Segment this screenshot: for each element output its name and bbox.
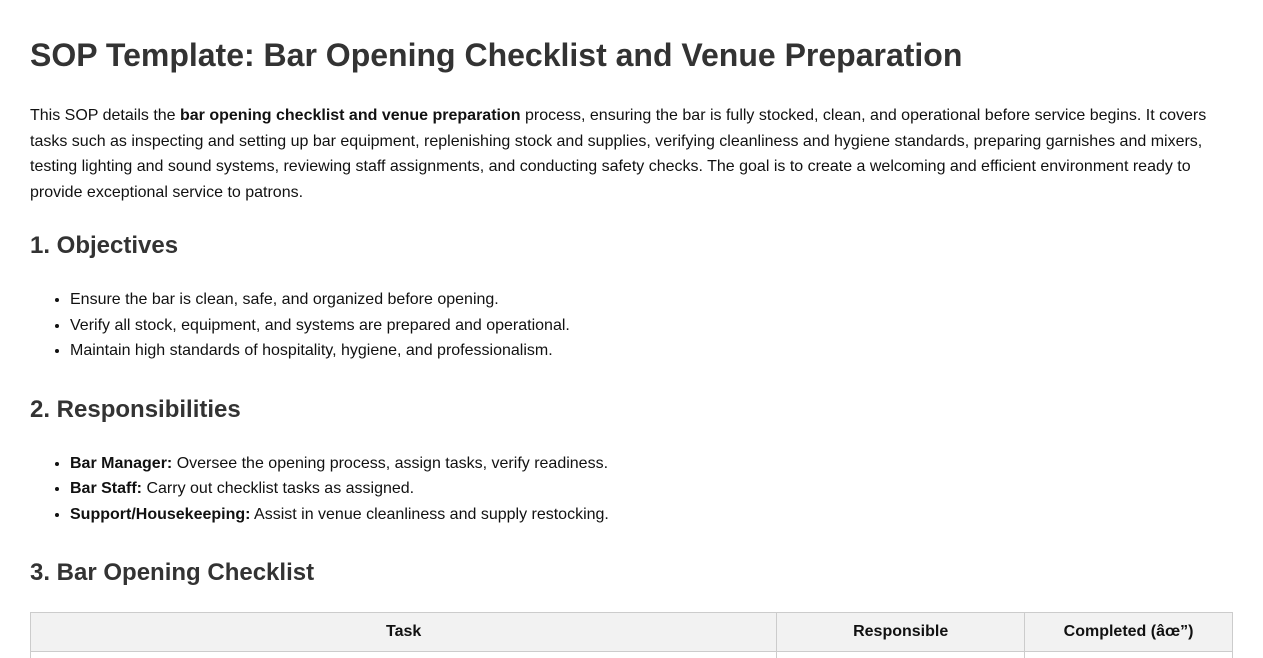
table-cell xyxy=(1025,652,1233,658)
responsibility-text: Oversee the opening process, assign tasks, verify readiness. xyxy=(172,454,609,472)
column-header-task: Task xyxy=(31,613,777,652)
responsibility-text: Assist in venue cleanliness and supply restocking. xyxy=(250,505,609,523)
responsibility-item xyxy=(70,476,1233,502)
responsibility-item xyxy=(70,451,1233,477)
intro-suffix: process, ensuring the bar is fully stocked, clean, and operational before service begins. It covers tasks such as inspecting and setting up bar equipment, replenishing stock and supplies, verifying cleanliness and hygiene standards, preparing garnishes and mixers, testing lighting and sound systems, reviewing staff assignments, and conducting safety checks. The goal is to create a welcoming and efficient environment ready to provide exceptional service to patrons. xyxy=(30,107,1207,201)
table-cell xyxy=(777,652,1025,658)
column-header-completed: Completed (âœ”) xyxy=(1025,613,1233,652)
table-header-row xyxy=(31,613,1233,652)
responsibility-role: Bar Staff: xyxy=(70,480,143,497)
responsibility-item xyxy=(70,502,1233,528)
responsibilities-heading: 2. Responsibilities xyxy=(30,395,241,423)
responsibility-role: Bar Manager: xyxy=(70,454,173,472)
page-title: SOP Template: Bar Opening Checklist and Venue Preparation xyxy=(30,37,963,73)
objectives-heading: 1. Objectives xyxy=(30,232,179,259)
intro-bold-phrase: bar opening checklist and venue preparation xyxy=(180,107,521,124)
intro-prefix: This SOP details the xyxy=(30,107,180,124)
checklist-table xyxy=(30,612,1233,658)
objectives-list xyxy=(30,287,1233,364)
table-row xyxy=(31,652,1233,658)
intro-paragraph xyxy=(30,103,1233,205)
objective-item: • Verify all stock, equipment, and systems are prepared and operational. xyxy=(70,313,1233,339)
column-header-responsible: Responsible xyxy=(777,613,1025,652)
responsibility-role: Support/Housekeeping: xyxy=(70,505,251,523)
checklist-heading: 3. Bar Opening Checklist xyxy=(30,559,315,586)
table-cell xyxy=(31,652,777,658)
objective-item: • Ensure the bar is clean, safe, and organized before opening. xyxy=(70,287,1233,313)
responsibilities-list xyxy=(30,451,1233,528)
objective-item: • Maintain high standards of hospitality, hygiene, and professionalism. xyxy=(70,338,1233,364)
responsibility-text: Carry out checklist tasks as assigned. xyxy=(142,480,415,497)
